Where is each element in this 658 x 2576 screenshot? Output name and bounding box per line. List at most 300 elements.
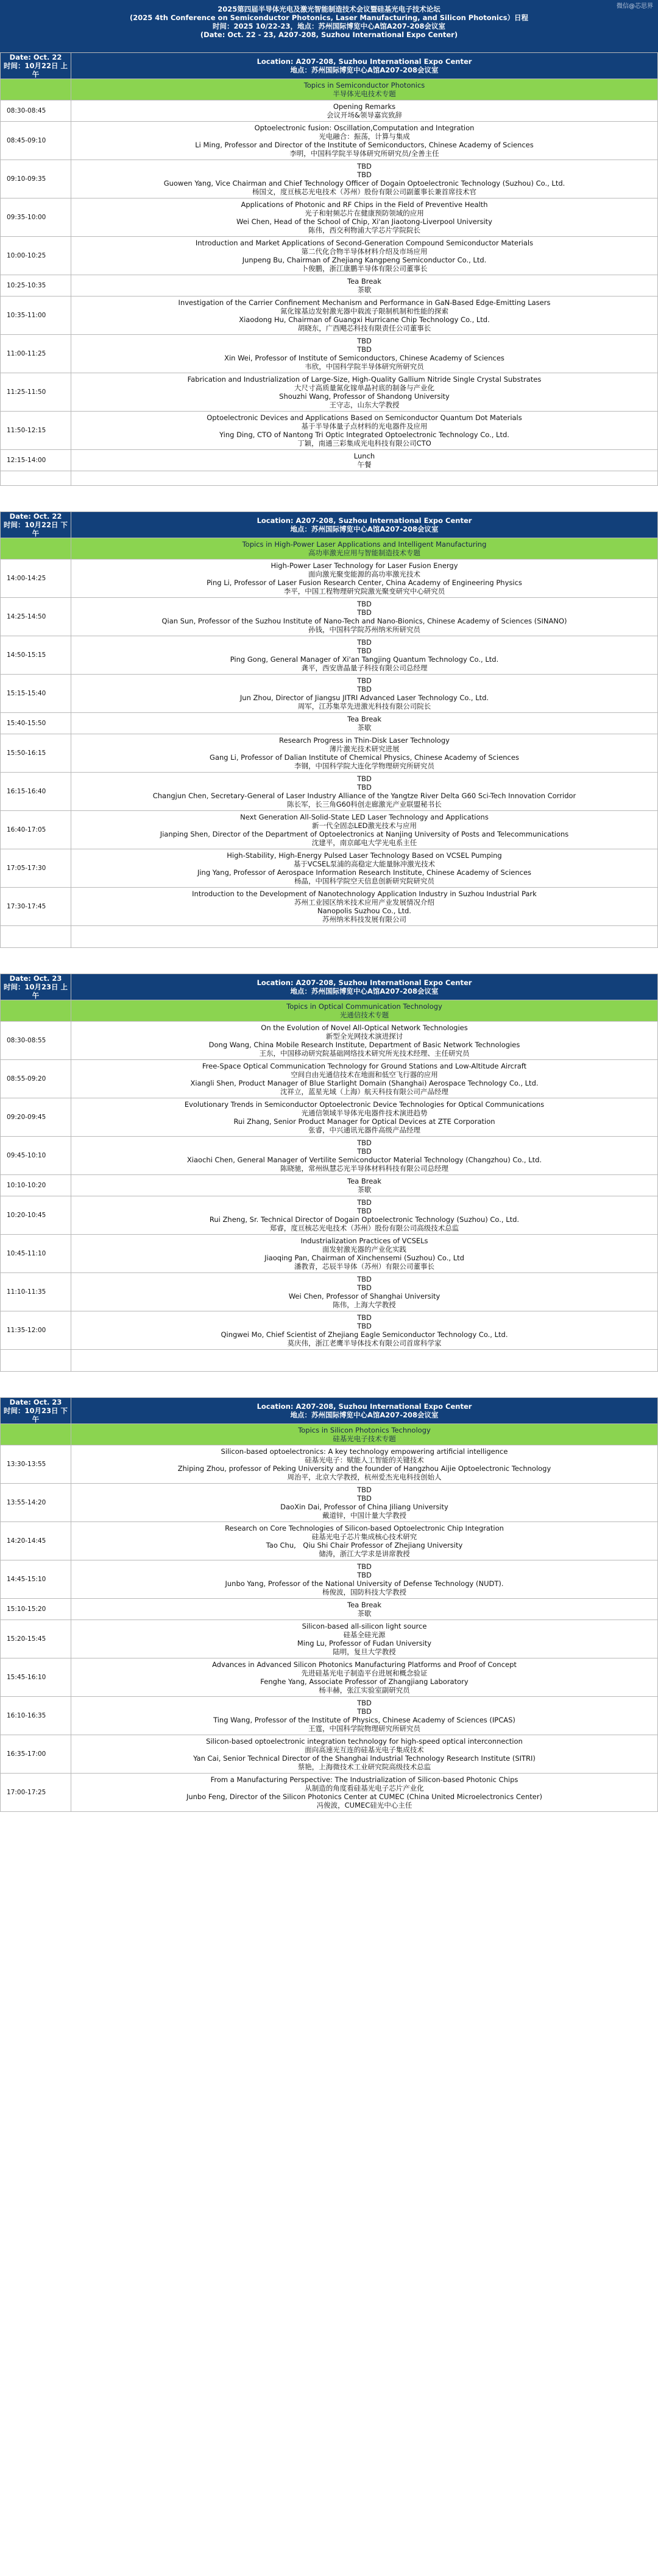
session-location-cn: 地点：苏州国际博览中心A馆A207-208会议室 [290, 66, 439, 74]
agenda-description [71, 1560, 658, 1599]
agenda-description [71, 100, 658, 122]
agenda-line: Yan Cai, Senior Technical Director of the Shanghai Industrial Technology Research Institute (SITRI) [193, 1754, 536, 1763]
agenda-line: 苏州纳米科技发展有限公司 [322, 915, 406, 924]
session-topic-row [1, 1000, 658, 1022]
agenda-time: 14:50-15:15 [1, 636, 71, 675]
agenda-description [71, 675, 658, 713]
agenda-line: TBD [357, 1486, 372, 1494]
agenda-description [71, 1599, 658, 1620]
agenda-row [1, 888, 658, 926]
agenda-line: 陈伟，上海大学教授 [333, 1300, 396, 1309]
agenda-time: 16:10-16:35 [1, 1697, 71, 1735]
topic-spacer-cell [1, 1000, 71, 1022]
agenda-row [1, 1697, 658, 1735]
session-topic-cell [71, 1000, 658, 1022]
agenda-line: Tea Break [347, 277, 381, 286]
blank-cell [71, 1350, 658, 1372]
agenda-time: 16:15-16:40 [1, 773, 71, 811]
agenda-row [1, 636, 658, 675]
session-date-cn: 时间：10月23日 下午 [3, 1406, 68, 1423]
agenda-row [1, 1599, 658, 1620]
agenda-line: Jing Yang, Professor of Aerospace Information Research Institute, Chinese Academy of Sciences [197, 868, 532, 877]
agenda-time: 08:30-08:45 [1, 100, 71, 122]
agenda-line: TBD [357, 600, 372, 608]
agenda-line: On the Evolution of Novel All-Optical Network Technologies [261, 1023, 468, 1032]
agenda-time: 09:45-10:10 [1, 1137, 71, 1175]
agenda-title-banner [0, 0, 658, 52]
agenda-line: Guowen Yang, Vice Chairman and Chief Technology Officer of Dogain Optoelectronic Technology (Suzhou) Co., Ltd. [163, 179, 565, 188]
agenda-row [1, 237, 658, 275]
agenda-time: 08:55-09:20 [1, 1060, 71, 1098]
agenda-row [1, 1235, 658, 1273]
agenda-line: Tea Break [347, 1601, 381, 1609]
session-date-cell [1, 53, 71, 79]
agenda-line: 新型全光网技术演进探讨 [325, 1032, 403, 1041]
session-location-cn: 地点：苏州国际博览中心A馆A207-208会议室 [290, 1411, 439, 1419]
agenda-description [71, 1022, 658, 1060]
agenda-line: 硅基光电子：赋能人工智能的关键技术 [305, 1456, 424, 1464]
agenda-line: 会议开场&领导嘉宾致辞 [327, 111, 402, 119]
topic-title-en: Topics in Semiconductor Photonics [303, 81, 425, 89]
blank-row [1, 926, 658, 948]
agenda-line: 陆明，复旦大学教授 [333, 1648, 396, 1656]
watermark: 微信@芯思界 [617, 3, 653, 10]
agenda-time: 15:20-15:45 [1, 1620, 71, 1658]
agenda-line: Qian Sun, Professor of the Suzhou Institute of Nano-Tech and Nano-Bionics, Chinese Academy of Sciences (SINANO) [161, 617, 567, 625]
agenda-line: 第二代化合物半导体材料介绍及市场应用 [301, 247, 428, 256]
agenda-line: TBD [357, 1139, 372, 1147]
agenda-line: Xiaodong Hu, Chairman of Guangxi Hurricane Chip Technology Co., Ltd. [239, 315, 490, 324]
agenda-time: 15:15-15:40 [1, 675, 71, 713]
agenda-line: 杨丰赫，张江实验室副研究员 [319, 1686, 410, 1694]
agenda-time: 15:10-15:20 [1, 1599, 71, 1620]
agenda-row [1, 122, 658, 160]
agenda-line: Junpeng Bu, Chairman of Zhejiang Kangpeng Semiconductor Co., Ltd. [242, 256, 487, 264]
agenda-line: TBD [357, 1571, 372, 1579]
agenda-line: 午餐 [357, 460, 372, 469]
agenda-line: 周治平，北京大学教授，杭州爱杰光电科技创始人 [287, 1473, 442, 1481]
section-gap [0, 486, 658, 511]
agenda-row [1, 100, 658, 122]
agenda-line: Introduction to the Development of Nanotechnology Application Industry in Suzhou Industrial Park [192, 890, 537, 898]
agenda-line: Lunch [353, 452, 375, 460]
agenda-line: TBD [357, 1494, 372, 1503]
agenda-line: 张睿，中兴通讯光器件高级产品经理 [308, 1126, 420, 1134]
agenda-line: 王东，中国移动研究院基础网络技术研究所光技术经理、主任研究员 [259, 1049, 470, 1058]
agenda-line: 卜俊鹏，浙江康鹏半导体有限公司董事长 [301, 264, 428, 273]
topic-title-en: Topics in High-Power Laser Applications and Intelligent Manufacturing [242, 540, 487, 549]
agenda-line: TBD [357, 608, 372, 617]
agenda-row [1, 335, 658, 373]
agenda-line: Silicon-based optoelectronic integration technology for high-speed optical interconnection [206, 1737, 523, 1746]
agenda-row [1, 849, 658, 888]
agenda-description [71, 297, 658, 335]
topic-title-cn: 半导体光电技术专题 [333, 89, 396, 98]
session-location-cell [71, 1398, 658, 1424]
session-date-cn: 时间：10月22日 上午 [3, 61, 68, 79]
agenda-line: 空间自由光通信技术在地面和低空飞行器的应用 [291, 1070, 438, 1079]
agenda-description [71, 1098, 658, 1137]
agenda-line: TBD [357, 1147, 372, 1156]
agenda-row [1, 1098, 658, 1137]
title-en: (2025 4th Conference on Semiconductor Photonics, Laser Manufacturing, and Silicon Photonics）日程 [129, 13, 528, 22]
agenda-line: 陈伟，西交利物浦大学芯片学院院长 [308, 226, 420, 234]
agenda-description [71, 1522, 658, 1560]
agenda-description [71, 412, 658, 450]
agenda-line: 沈建平，南京邮电大学光电系主任 [311, 838, 417, 847]
blank-cell [71, 471, 658, 486]
session-header-row [1, 1398, 658, 1424]
agenda-row [1, 275, 658, 297]
agenda-line: 杨俊波，国防科技大学教授 [322, 1588, 406, 1596]
agenda-line: Dong Wang, China Mobile Research Institute, Department of Basic Network Technologies [208, 1041, 520, 1049]
agenda-line: Xiaochi Chen, General Manager of Vertilite Semiconductor Material Technology (Changzhou) Co., Ltd. [186, 1156, 542, 1164]
session-date-en: Date: Oct. 22 [9, 53, 62, 61]
section-gap [0, 948, 658, 974]
agenda-line: Opening Remarks [333, 102, 396, 111]
session-date-en: Date: Oct. 23 [9, 974, 62, 983]
agenda-line: 戴道锌，中国计量大学教授 [322, 1511, 406, 1520]
session-date-cn: 时间：10月22日 下午 [3, 521, 68, 538]
agenda-line: TBD [357, 1322, 372, 1330]
agenda-time: 11:35-12:00 [1, 1311, 71, 1350]
agenda-row [1, 1658, 658, 1697]
agenda-description [71, 122, 658, 160]
agenda-line: 基于VCSEL泵浦的高稳定大能量脉冲激光技术 [293, 860, 436, 868]
agenda-time: 17:05-17:30 [1, 849, 71, 888]
agenda-line: Nanopolis Suzhou Co., Ltd. [317, 907, 411, 915]
agenda-row [1, 1774, 658, 1812]
agenda-description [71, 335, 658, 373]
agenda-description [71, 1196, 658, 1235]
agenda-time: 12:15-14:00 [1, 450, 71, 471]
blank-cell [1, 1350, 71, 1372]
agenda-line: Introduction and Market Applications of Second-Generation Compound Semiconductor Materials [195, 239, 534, 247]
agenda-time: 14:00-14:25 [1, 560, 71, 598]
agenda-description [71, 1235, 658, 1273]
agenda-line: 硅基光电子芯片集成核心技术研究 [311, 1532, 417, 1541]
agenda-line: Fenghe Yang, Associate Professor of Zhangjiang Laboratory [260, 1677, 469, 1686]
agenda-line: 光通信领域半导体光电器件技术演进趋势 [301, 1109, 428, 1117]
agenda-time: 16:35-17:00 [1, 1735, 71, 1774]
agenda-line: TBD [357, 345, 372, 354]
agenda-row [1, 1060, 658, 1098]
agenda-line: TBD [357, 783, 372, 791]
session-header-row [1, 53, 658, 79]
agenda-description [71, 1060, 658, 1098]
agenda-description [71, 198, 658, 237]
agenda-row [1, 675, 658, 713]
blank-cell [71, 926, 658, 948]
agenda-line: Jiaoqing Pan, Chairman of Xinchensemi (Suzhou) Co., Ltd [264, 1254, 464, 1262]
agenda-line: DaoXin Dai, Professor of China Jiliang University [280, 1503, 448, 1511]
agenda-line: 面向激光聚变能源的高功率激光技术 [308, 570, 420, 578]
agenda-line: TBD [357, 1313, 372, 1322]
agenda-line: Xiangli Shen, Product Manager of Blue Starlight Domain (Shanghai) Aerospace Technology Co., Ltd. [190, 1079, 539, 1087]
agenda-description [71, 1175, 658, 1196]
agenda-row [1, 1022, 658, 1060]
agenda-line: Rui Zheng, Sr. Technical Director of Dogain Optoelectronic Technology (Suzhou) Co., Ltd. [209, 1215, 520, 1224]
agenda-line: 茶歇 [357, 1609, 372, 1618]
time-place: 时间：2025 10/22-23，地点：苏州国际博览中心A馆A207-208会议室 [212, 22, 446, 30]
agenda-line: 胡晓东，广西飓芯科技有限责任公司董事长 [297, 324, 431, 332]
agenda-line: Xin Wei, Professor of Institute of Semiconductors, Chinese Academy of Sciences [224, 354, 504, 362]
agenda-line: TBD [357, 1707, 372, 1716]
agenda-line: TBD [357, 647, 372, 655]
agenda-time: 09:10-09:35 [1, 160, 71, 198]
agenda-line: 蔡艳，上海微技术工业研究院高级技术总监 [297, 1763, 431, 1771]
topic-title-en: Topics in Optical Communication Technology [286, 1002, 442, 1011]
agenda-row [1, 412, 658, 450]
agenda-line: 光子和射频芯片在健康预防领域的应用 [305, 209, 424, 217]
agenda-line: TBD [357, 685, 372, 693]
agenda-row [1, 811, 658, 849]
blank-cell [1, 926, 71, 948]
agenda-line: 周军，江苏集萃先进激光科技有限公司院长 [297, 702, 431, 711]
agenda-line: Investigation of the Carrier Confinement Mechanism and Performance in GaN-Based Edge-Emitting Lasers [178, 298, 551, 307]
session-topic-cell [71, 79, 658, 100]
agenda-time: 13:55-14:20 [1, 1484, 71, 1522]
session-table [0, 1397, 658, 1812]
agenda-time: 14:20-14:45 [1, 1522, 71, 1560]
agenda-row [1, 598, 658, 636]
agenda-line: Gang Li, Professor of Dalian Institute of Chemical Physics, Chinese Academy of Sciences [210, 753, 519, 762]
agenda-line: Junbo Yang, Professor of the National University of Defense Technology (NUDT). [225, 1579, 504, 1588]
agenda-description [71, 373, 658, 412]
agenda-line: Ying Ding, CTO of Nantong Tri Optic Integrated Optoelectronic Technology Co., Ltd. [219, 430, 509, 439]
agenda-row [1, 1735, 658, 1774]
session-header-row [1, 512, 658, 538]
agenda-line: Shouzhi Wang, Professor of Shandong University [279, 392, 450, 401]
session-location-en: Location: A207-208, Suzhou International Expo Center [256, 57, 472, 66]
agenda-line: 杨晶，中国科学院空天信息创新研究院研究员 [294, 877, 434, 885]
agenda-line: Optoelectronic Devices and Applications Based on Semiconductor Quantum Dot Materials [207, 413, 522, 422]
agenda-line: TBD [357, 1198, 372, 1207]
date-location-en: (Date: Oct. 22 - 23, A207-208, Suzhou International Expo Center) [200, 30, 458, 39]
agenda-line: 大尺寸高质量氮化镓单晶衬底的制备与产业化 [294, 384, 434, 392]
session-location-cn: 地点：苏州国际博览中心A馆A207-208会议室 [290, 525, 439, 533]
blank-row [1, 1350, 658, 1372]
agenda-line: 光电融合：振荡，计算与集成 [319, 132, 410, 141]
topic-spacer-cell [1, 79, 71, 100]
topic-title-cn: 硅基光电子技术专题 [333, 1434, 396, 1443]
agenda-time: 11:10-11:35 [1, 1273, 71, 1311]
agenda-description [71, 1445, 658, 1484]
agenda-row [1, 1137, 658, 1175]
agenda-line: Tao Chu, Qiu Shi Chair Professor of Zhejiang University [266, 1541, 463, 1549]
agenda-time: 10:45-11:10 [1, 1235, 71, 1273]
agenda-line: Ting Wang, Professor of the Institute of Physics, Chinese Academy of Sciences (IPCAS) [213, 1716, 515, 1724]
agenda-description [71, 160, 658, 198]
agenda-line: 先进硅基光电子制造平台进展和概念验证 [301, 1669, 428, 1677]
agenda-line: 氮化镓基边发射激光器中载流子限制机制和性能的探索 [280, 307, 448, 315]
session-date-cell [1, 512, 71, 538]
session-date-cell [1, 974, 71, 1000]
agenda-line: TBD [357, 638, 372, 647]
agenda-time: 15:50-16:15 [1, 734, 71, 773]
agenda-line: 郑睿，度亘核芯光电技术（苏州）股份有限公司高级技术总监 [269, 1224, 459, 1232]
agenda-line: 李钢，中国科学院大连化学物理研究所研究员 [294, 762, 434, 770]
agenda-line: Changjun Chen, Secretary-General of Laser Industry Alliance of the Yangtze River Delta G60 Sci-Tech Innovation Corridor [152, 791, 576, 800]
agenda-line: Research on Core Technologies of Silicon-based Optoelectronic Chip Integration [225, 1524, 504, 1532]
session-table [0, 52, 658, 486]
agenda-description [71, 734, 658, 773]
agenda-time: 11:50-12:15 [1, 412, 71, 450]
agenda-line: Free-Space Optical Communication Technology for Ground Stations and Low-Altitude Aircraft [202, 1062, 527, 1070]
agenda-line: 基于半导体量子点材料的光电器件及应用 [301, 422, 428, 430]
agenda-description [71, 1484, 658, 1522]
agenda-line: 茶歇 [357, 286, 372, 294]
agenda-line: Rui Zhang, Senior Product Manager for Optical Devices at ZTE Corporation [233, 1117, 495, 1126]
agenda-row [1, 1560, 658, 1599]
sessions-container [0, 52, 658, 1812]
agenda-line: Qingwei Mo, Chief Scientist of Zhejiang Eagle Semiconductor Technology Co., Ltd. [221, 1330, 508, 1339]
agenda-line: 丁颖，南通三彩集成光电科技有限公司CTO [297, 439, 431, 447]
agenda-row [1, 198, 658, 237]
agenda-line: 王霆，中国科学院物理研究所研究员 [308, 1724, 420, 1733]
agenda-row [1, 1445, 658, 1484]
agenda-line: 茶歇 [357, 1185, 372, 1194]
agenda-description [71, 1774, 658, 1812]
agenda-row [1, 160, 658, 198]
agenda-line: Fabrication and Industrialization of Large-Size, High-Quality Gallium Nitride Single Crystal Substrates [187, 375, 542, 384]
agenda-time: 14:25-14:50 [1, 598, 71, 636]
agenda-description [71, 560, 658, 598]
agenda-row [1, 773, 658, 811]
session-location-cell [71, 974, 658, 1000]
agenda-line: Li Ming, Professor and Director of the Institute of Semiconductors, Chinese Academy of Sciences [195, 141, 534, 149]
session-location-cell [71, 53, 658, 79]
agenda-time: 08:30-08:55 [1, 1022, 71, 1060]
agenda-line: 龚平，西安唐晶量子科技有限公司总经理 [301, 664, 428, 672]
session-location-en: Location: A207-208, Suzhou International Expo Center [256, 1402, 472, 1411]
session-date-cell [1, 1398, 71, 1424]
agenda-time: 15:40-15:50 [1, 713, 71, 734]
agenda-description [71, 773, 658, 811]
session-location-cell [71, 512, 658, 538]
agenda-description [71, 636, 658, 675]
agenda-line: TBD [357, 1699, 372, 1707]
agenda-row [1, 713, 658, 734]
agenda-line: TBD [357, 1562, 372, 1571]
agenda-time: 17:00-17:25 [1, 1774, 71, 1812]
agenda-line: Tea Break [347, 715, 381, 723]
agenda-row [1, 560, 658, 598]
agenda-line: 储涛，浙江大学求是讲席教授 [319, 1549, 410, 1558]
agenda-description [71, 1273, 658, 1311]
agenda-description [71, 1658, 658, 1697]
agenda-line: 硅基全硅光源 [343, 1630, 386, 1639]
agenda-time: 09:20-09:45 [1, 1098, 71, 1137]
agenda-line: TBD [357, 676, 372, 685]
session-date-cn: 时间：10月23日 上午 [3, 983, 68, 1000]
agenda-line: 新一代全固态LED激光技术与应用 [311, 821, 417, 830]
agenda-line: 莫庆伟，浙江老鹰半导体技术有限公司首席科学家 [287, 1339, 442, 1347]
agenda-line: Industrialization Practices of VCSELs [300, 1237, 428, 1245]
agenda-description [71, 598, 658, 636]
agenda-line: TBD [357, 162, 372, 170]
agenda-line: Ping Gong, General Manager of Xi'an Tangjing Quantum Technology Co., Ltd. [230, 655, 499, 664]
agenda-time: 14:45-15:10 [1, 1560, 71, 1599]
agenda-line: 从制造的角度看硅基光电子芯片产业化 [305, 1784, 424, 1792]
agenda-line: 潘教青，芯辰半导体（苏州）有限公司董事长 [294, 1262, 434, 1271]
agenda-line: 陈晓驰，常州纵慧芯光半导体材料科技有限公司总经理 [280, 1164, 448, 1173]
agenda-line: 王守志，山东大学教授 [329, 401, 400, 409]
agenda-description [71, 1137, 658, 1175]
agenda-description [71, 888, 658, 926]
agenda-line: Junbo Feng, Director of the Silicon Photonics Center at CUMEC (China United Microelectronics Center) [186, 1792, 543, 1801]
agenda-time: 11:25-11:50 [1, 373, 71, 412]
agenda-description [71, 849, 658, 888]
agenda-line: 孙钱，中国科学院苏州纳米所研究员 [308, 625, 420, 634]
topic-spacer-cell [1, 538, 71, 560]
agenda-time: 08:45-09:10 [1, 122, 71, 160]
agenda-description [71, 713, 658, 734]
session-table [0, 511, 658, 948]
agenda-line: TBD [357, 1207, 372, 1215]
session-topic-cell [71, 538, 658, 560]
agenda-line: 杨国文，度亘核芯光电技术（苏州）股份有限公司副董事长兼首席技术官 [252, 188, 476, 196]
session-topic-row [1, 1424, 658, 1445]
agenda-line: 陈长军，长三角G60科创走廊激光产业联盟秘书长 [287, 800, 442, 809]
agenda-time: 11:00-11:25 [1, 335, 71, 373]
agenda-description [71, 1311, 658, 1350]
agenda-line: From a Manufacturing Perspective: The Industrialization of Silicon-based Photonic Chips [210, 1775, 518, 1784]
session-topic-row [1, 538, 658, 560]
agenda-line: 苏州工业园区纳米技术应用产业发展情况介绍 [294, 898, 434, 907]
session-header-row [1, 974, 658, 1000]
agenda-description [71, 811, 658, 849]
session-topic-cell [71, 1424, 658, 1445]
agenda-line: Applications of Photonic and RF Chips in the Field of Preventive Health [241, 200, 488, 209]
agenda-time: 13:30-13:55 [1, 1445, 71, 1484]
agenda-line: High-Power Laser Technology for Laser Fusion Energy [271, 561, 458, 570]
agenda-row [1, 1311, 658, 1350]
session-table [0, 974, 658, 1372]
topic-title-cn: 光通信技术专题 [339, 1011, 389, 1019]
agenda-row [1, 1273, 658, 1311]
agenda-time: 10:10-10:20 [1, 1175, 71, 1196]
topic-spacer-cell [1, 1424, 71, 1445]
blank-row [1, 471, 658, 486]
agenda-row [1, 1175, 658, 1196]
agenda-row [1, 373, 658, 412]
agenda-line: Next Generation All-Solid-State LED Laser Technology and Applications [240, 813, 489, 821]
agenda-time: 10:35-11:00 [1, 297, 71, 335]
section-gap [0, 1372, 658, 1397]
agenda-description [71, 1735, 658, 1774]
topic-title-en: Topics in Silicon Photonics Technology [298, 1426, 431, 1434]
agenda-row [1, 1484, 658, 1522]
session-date-en: Date: Oct. 22 [9, 512, 62, 521]
agenda-line: Advances in Advanced Silicon Photonics Manufacturing Platforms and Proof of Concept [212, 1660, 517, 1669]
agenda-line: Silicon-based all-silicon light source [302, 1622, 427, 1630]
agenda-line: 沈祥立，蓝星光域（上海）航天科技有限公司产品经理 [280, 1087, 448, 1096]
topic-title-cn: 高功率激光应用与智能制造技术专题 [308, 549, 420, 557]
agenda-line: 冯俊波，CUMEC硅光中心主任 [316, 1801, 412, 1809]
agenda-line: High-Stability, High-Energy Pulsed Laser Technology Based on VCSEL Pumping [227, 851, 502, 860]
agenda-line: Jun Zhou, Director of Jiangsu JITRI Advanced Laser Technology Co., Ltd. [239, 693, 489, 702]
agenda-row [1, 1196, 658, 1235]
agenda-line: Optoelectronic fusion: Oscillation,Computation and Integration [254, 124, 475, 132]
agenda-line: TBD [357, 1283, 372, 1292]
agenda-row [1, 297, 658, 335]
agenda-line: Silicon-based optoelectronics: A key technology empowering artificial intelligence [221, 1447, 508, 1456]
agenda-line: 李明，中国科学院半导体研究所研究员/全善主任 [289, 149, 439, 158]
session-topic-row [1, 79, 658, 100]
agenda-row [1, 450, 658, 471]
blank-cell [1, 471, 71, 486]
